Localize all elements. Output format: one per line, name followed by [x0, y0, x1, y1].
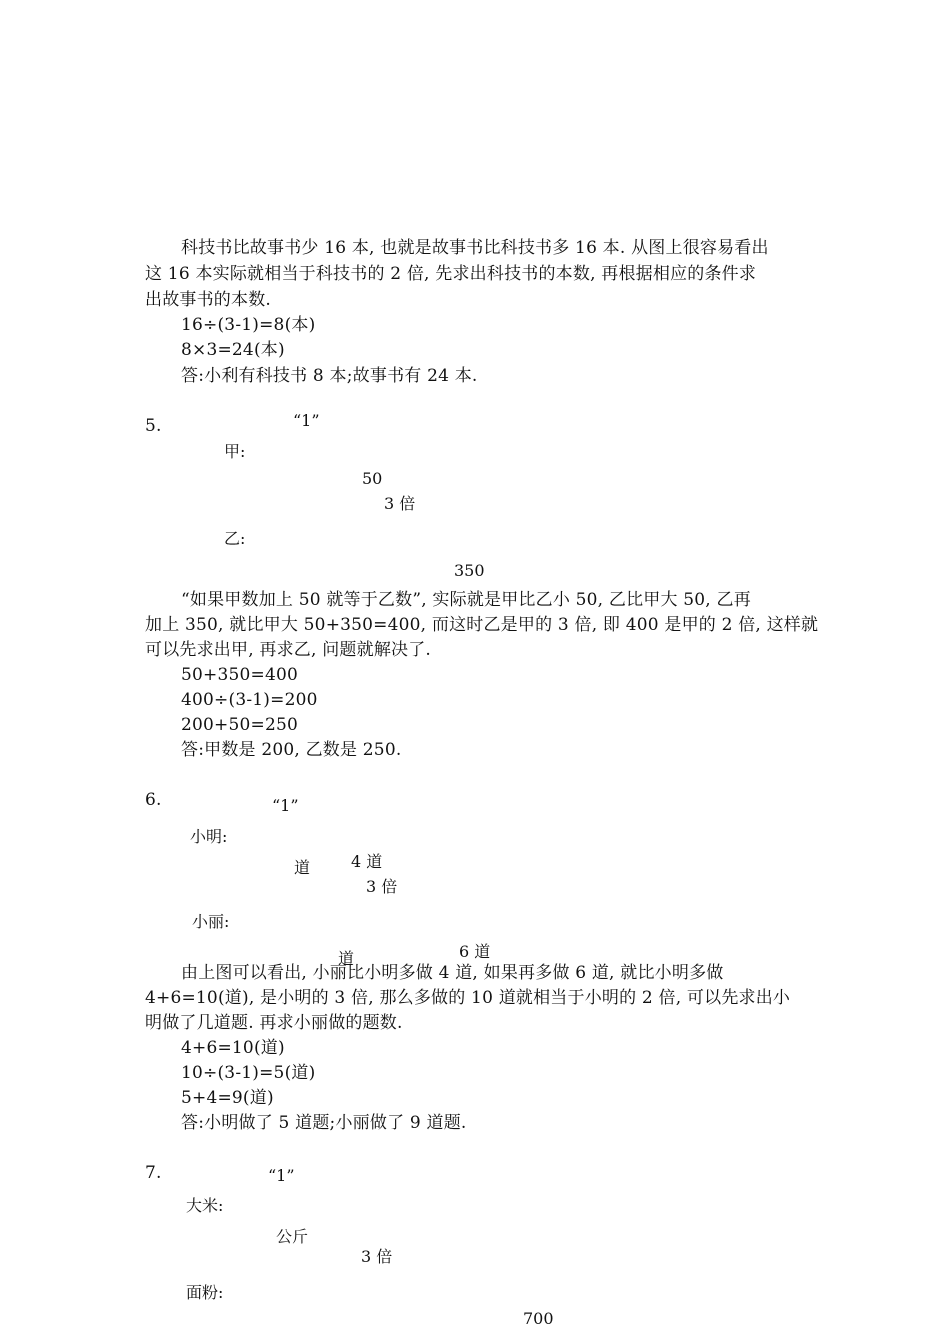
sec7-unit-one: “1”	[268, 1166, 295, 1185]
sec5-label-yi: 乙:	[224, 529, 246, 548]
sec6-times-3: 3 倍	[366, 877, 398, 896]
sec7-label-rice: 大米:	[186, 1196, 224, 1215]
sec4-para-line-2: 这 16 本实际就相当于科技书的 2 倍, 先求出科技书的本数, 再根据相应的条件求	[145, 264, 757, 284]
sec6-dao-label: 道	[294, 858, 311, 877]
sec7-kg-label: 公斤	[276, 1227, 309, 1246]
sec7-label-flour: 面粉:	[186, 1283, 224, 1302]
sec6-four-dao: 4 道	[351, 852, 383, 871]
sec6-answer: 答:小明做了 5 道题;小丽做了 9 道题.	[181, 1113, 467, 1133]
sec6-calc-3: 5+4=9(道)	[181, 1088, 274, 1108]
sec5-number: 5.	[145, 416, 162, 436]
sec6-number: 6.	[145, 790, 162, 810]
sec6-para-line-2: 4+6=10(道), 是小明的 3 倍, 那么多做的 10 道就相当于小明的 2 倍, 可以先求出小	[145, 988, 791, 1008]
sec6-para-line-3: 明做了几道题. 再求小丽做的题数.	[145, 1013, 403, 1033]
sec5-times-3: 3 倍	[384, 494, 416, 513]
sec5-value-50: 50	[362, 469, 383, 488]
sec6-calc-2: 10÷(3-1)=5(道)	[181, 1063, 316, 1083]
sec6-unit-one: “1”	[272, 796, 299, 815]
sec5-answer: 答:甲数是 200, 乙数是 250.	[181, 740, 402, 760]
sec4-para-line-3: 出故事书的本数.	[145, 290, 272, 310]
sec5-calc-2: 400÷(3-1)=200	[181, 690, 318, 710]
sec6-label-xiaoli: 小丽:	[192, 912, 230, 931]
sec6-para-line-1: 由上图可以看出, 小丽比小明多做 4 道, 如果再多做 6 道, 就比小明多做	[181, 963, 724, 983]
sec7-number: 7.	[145, 1163, 162, 1183]
sec5-calc-1: 50+350=400	[181, 665, 299, 685]
sec6-six-dao: 6 道	[459, 942, 491, 961]
sec5-label-jia: 甲:	[224, 442, 246, 461]
sec4-calc-2: 8×3=24(本)	[181, 340, 285, 360]
sec6-label-xiaoming: 小明:	[190, 827, 228, 846]
sec5-calc-3: 200+50=250	[181, 715, 299, 735]
sec7-times-3: 3 倍	[361, 1247, 393, 1266]
sec6-calc-1: 4+6=10(道)	[181, 1038, 285, 1058]
sec4-answer: 答:小利有科技书 8 本;故事书有 24 本.	[181, 366, 478, 386]
sec6-dao-label-2: 道	[338, 949, 355, 968]
sec5-unit-one: “1”	[293, 411, 320, 430]
sec5-para-line-2: 加上 350, 就比甲大 50+350=400, 而这时乙是甲的 3 倍, 即 400 是甲的 2 倍, 这样就	[145, 615, 819, 635]
sec5-value-350: 350	[454, 561, 485, 580]
sec5-para-line-3: 可以先求出甲, 再求乙, 问题就解决了.	[145, 640, 432, 660]
sec5-para-line-1: “如果甲数加上 50 就等于乙数”, 实际就是甲比乙小 50, 乙比甲大 50, 乙再	[181, 590, 751, 610]
sec4-para-line-1: 科技书比故事书少 16 本, 也就是故事书比科技书多 16 本. 从图上很容易看出	[181, 238, 769, 258]
sec7-value-700: 700	[523, 1309, 554, 1328]
sec4-calc-1: 16÷(3-1)=8(本)	[181, 315, 316, 335]
